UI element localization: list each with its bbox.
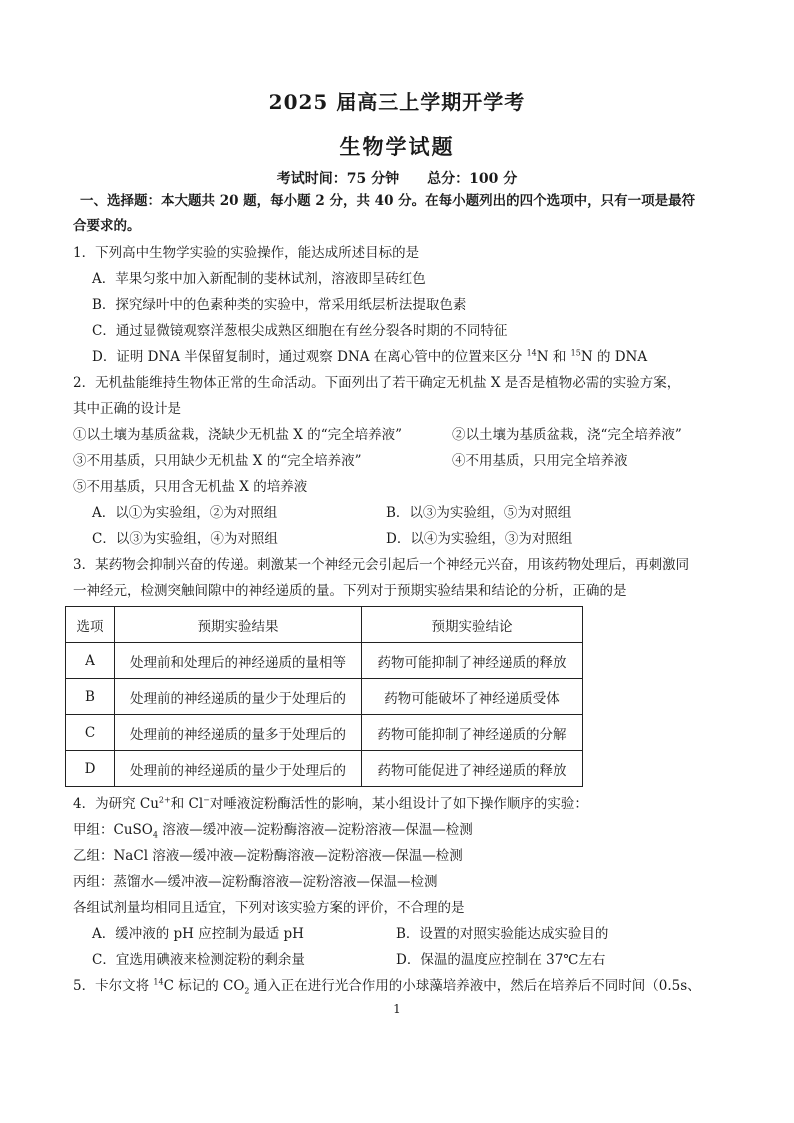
table-cell: 药物可能抑制了神经递质的分解 xyxy=(362,715,583,751)
q1-option-b: B．探究绿叶中的色素种类的实验中，常采用纸层析法提取色素 xyxy=(92,297,467,313)
subject-title: 生物学试题 xyxy=(339,134,455,159)
table-cell: C xyxy=(66,715,115,751)
page-number: 1 xyxy=(393,1002,401,1016)
exam-time: 考试时间：75 分钟 xyxy=(276,171,400,187)
table-cell: 药物可能促进了神经递质的释放 xyxy=(362,751,583,787)
q3-stem-cont: 一神经元，检测突触间隙中的神经递质的量。下列对于预期实验结果和结论的分析，正确的是 xyxy=(73,583,627,599)
q1-option-c: C．通过显微镜观察洋葱根尖成熟区细胞在有丝分裂各时期的不同特征 xyxy=(92,323,508,339)
q1-stem: 1．下列高中生物学实验的实验操作，能达成所述目标的是 xyxy=(73,245,420,261)
q2-option-d: D．以④为实验组，③为对照组 xyxy=(386,531,573,547)
exam-title: 2025 届高三上学期开学考 xyxy=(268,90,526,114)
q4-option-c: C．宜选用碘液来检测淀粉的剩余量 xyxy=(92,952,305,968)
q2-option-a: A．以①为实验组，②为对照组 xyxy=(92,505,278,521)
q4-option-a: A．缓冲液的 pH 应控制为最适 pH xyxy=(92,926,304,942)
table-cell: A xyxy=(66,643,115,679)
table-header-cell: 预期实验结果 xyxy=(115,607,362,643)
q1-option-d: D．证明 DNA 半保留复制时，通过观察 DNA 在离心管中的位置来区分 $^{14}$N 和 $^{15}$N 的 DNA xyxy=(92,348,648,365)
q4-group-yi: 乙组：NaCl 溶液—缓冲液—淀粉酶溶液—淀粉溶液—保温—检测 xyxy=(73,848,463,864)
section-instructions-cont: 合要求的。 xyxy=(73,218,141,234)
table-row xyxy=(66,679,583,715)
table-row xyxy=(66,751,583,787)
q4-group-bing: 丙组：蒸馏水—缓冲液—淀粉酶溶液—淀粉溶液—保温—检测 xyxy=(73,874,438,890)
table-header-row xyxy=(66,607,583,643)
q4-note: 各组试剂量均相同且适宜，下列对该实验方案的评价，不合理的是 xyxy=(73,900,465,916)
table-cell: 处理前的神经递质的量多于处理后的 xyxy=(115,715,362,751)
q2-stem: 2．无机盐能维持生物体正常的生命活动。下面列出了若干确定无机盐 X 是否是植物必需的实验方案， xyxy=(73,375,681,391)
exam-info xyxy=(0,168,794,188)
table-row xyxy=(66,715,583,751)
table-header-cell: 预期实验结论 xyxy=(362,607,583,643)
q3-results-table xyxy=(65,606,583,787)
section-instructions: 一、选择题：本大题共 20 题，每小题 2 分，共 40 分。在每小题列出的四个选项中，只有一项是最符 xyxy=(80,193,696,209)
q2-option-b: B．以③为实验组，⑤为对照组 xyxy=(386,505,572,521)
table-cell: B xyxy=(66,679,115,715)
q2-plan-3: ③不用基质，只用缺少无机盐 X 的“完全培养液” xyxy=(73,453,362,469)
table-row xyxy=(66,643,583,679)
q2-option-c: C．以③为实验组，④为对照组 xyxy=(92,531,278,547)
q2-plan-2: ②以土壤为基质盆栽，浇“完全培养液” xyxy=(452,427,682,443)
table-cell: 处理前的神经递质的量少于处理后的 xyxy=(115,679,362,715)
q4-option-d: D．保温的温度应控制在 37℃左右 xyxy=(396,952,606,968)
q4-group-jia: 甲组：CuSO$_4$ 溶液—缓冲液—淀粉酶溶液—淀粉溶液—保温—检测 xyxy=(73,822,473,840)
q1-option-a: A．苹果匀浆中加入新配制的斐林试剂，溶液即呈砖红色 xyxy=(92,271,426,287)
table-cell: D xyxy=(66,751,115,787)
q2-plan-1: ①以土壤为基质盆栽，浇缺少无机盐 X 的“完全培养液” xyxy=(73,427,402,443)
q2-stem-cont: 其中正确的设计是 xyxy=(73,401,181,417)
table-cell: 药物可能破坏了神经递质受体 xyxy=(362,679,583,715)
table-cell: 处理前和处理后的神经递质的量相等 xyxy=(115,643,362,679)
q2-plan-4: ④不用基质，只用完全培养液 xyxy=(452,453,628,469)
table-cell: 药物可能抑制了神经递质的释放 xyxy=(362,643,583,679)
q2-plan-5: ⑤不用基质，只用含无机盐 X 的培养液 xyxy=(73,479,308,495)
q5-stem: 5．卡尔文将 $^{14}$C 标记的 $CO_2$ 通入正在进行光合作用的小球藻培养液中，然后在培养后不同时间（0.5s、 xyxy=(73,977,701,996)
q3-stem: 3．某药物会抑制兴奋的传递。刺激某一个神经元会引起后一个神经元兴奋，用该药物处理后，再刺激同 xyxy=(73,557,690,573)
total-score: 总分：100 分 xyxy=(427,171,518,187)
table-cell: 处理前的神经递质的量少于处理后的 xyxy=(115,751,362,787)
q4-option-b: B．设置的对照实验能达成实验目的 xyxy=(396,926,609,942)
q4-stem: 4．为研究 $Cu^{2+}$和 Cl−对唾液淀粉酶活性的影响，某小组设计了如下操作顺序的实验： xyxy=(73,795,588,812)
table-header-cell: 选项 xyxy=(66,607,115,643)
